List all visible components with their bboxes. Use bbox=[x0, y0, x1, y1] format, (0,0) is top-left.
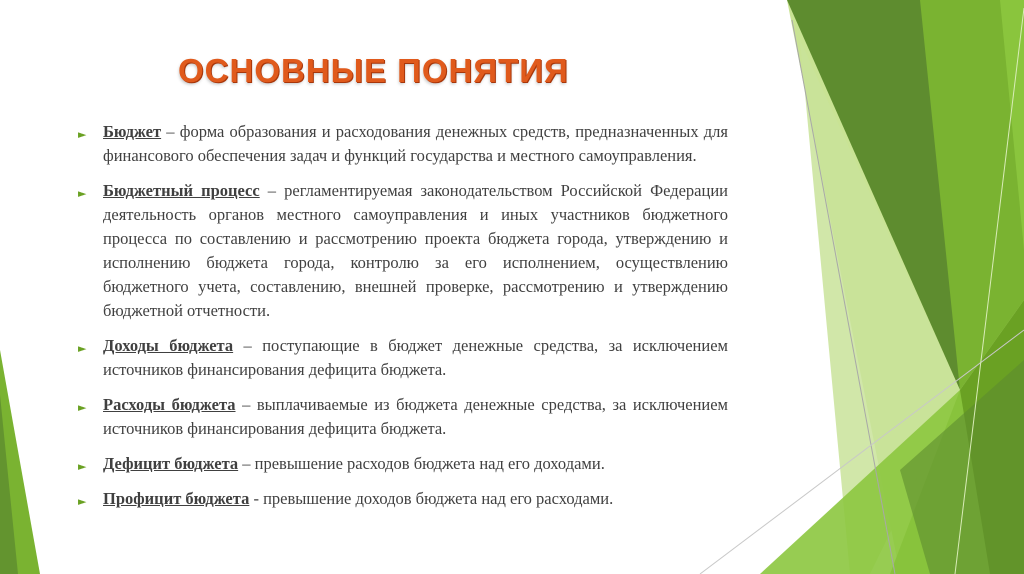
definition-text: – выплачиваемые из бюджета денежные средства, за исключением источников финансирования дефицита бюджета. bbox=[103, 395, 728, 438]
bullet-arrow-icon: ► bbox=[78, 460, 87, 473]
list-item bbox=[76, 487, 728, 511]
list-item bbox=[76, 452, 728, 476]
definitions-list bbox=[76, 120, 728, 522]
term-budget-surplus: Профицит бюджета bbox=[103, 489, 250, 508]
list-item bbox=[76, 393, 728, 441]
term-budget-revenues: Доходы бюджета bbox=[103, 336, 234, 355]
list-item bbox=[76, 120, 728, 168]
definition-text: – регламентируемая законодательством Российской Федерации деятельность органов местного самоуправления и иных участников бюджетного процесса по составлению и рассмотрению проекта бюджета города, утверждению и исполнению бюджета города, контролю за его исполнением, осуществлению бюджетного учета, составлению, внешней проверке, рассмотрению и утверждению бюджетной отчетности. bbox=[103, 181, 728, 320]
bullet-arrow-icon: ► bbox=[78, 187, 87, 200]
slide-title: ОСНОВНЫЕ ПОНЯТИЯ bbox=[178, 52, 569, 89]
term-budget-expenditures: Расходы бюджета bbox=[103, 395, 236, 414]
bullet-arrow-icon: ► bbox=[78, 128, 87, 141]
term-budget-deficit: Дефицит бюджета bbox=[103, 454, 239, 473]
list-item bbox=[76, 179, 728, 323]
term-budget-process: Бюджетный процесс bbox=[103, 181, 260, 200]
bullet-arrow-icon: ► bbox=[78, 342, 87, 355]
definition-text: – превышение расходов бюджета над его доходами. bbox=[238, 454, 605, 473]
list-item bbox=[76, 334, 728, 382]
definition-text: – форма образования и расходования денежных средств, предназначенных для финансового обеспечения задач и функций государства и местного самоуправления. bbox=[103, 122, 728, 165]
term-budget: Бюджет bbox=[103, 122, 162, 141]
definition-text: - превышение доходов бюджета над его расходами. bbox=[249, 489, 614, 508]
bullet-arrow-icon: ► bbox=[78, 401, 87, 414]
definition-text: – поступающие в бюджет денежные средства, за исключением источников финансирования дефицита бюджета. bbox=[103, 336, 728, 379]
bullet-arrow-icon: ► bbox=[78, 495, 87, 508]
